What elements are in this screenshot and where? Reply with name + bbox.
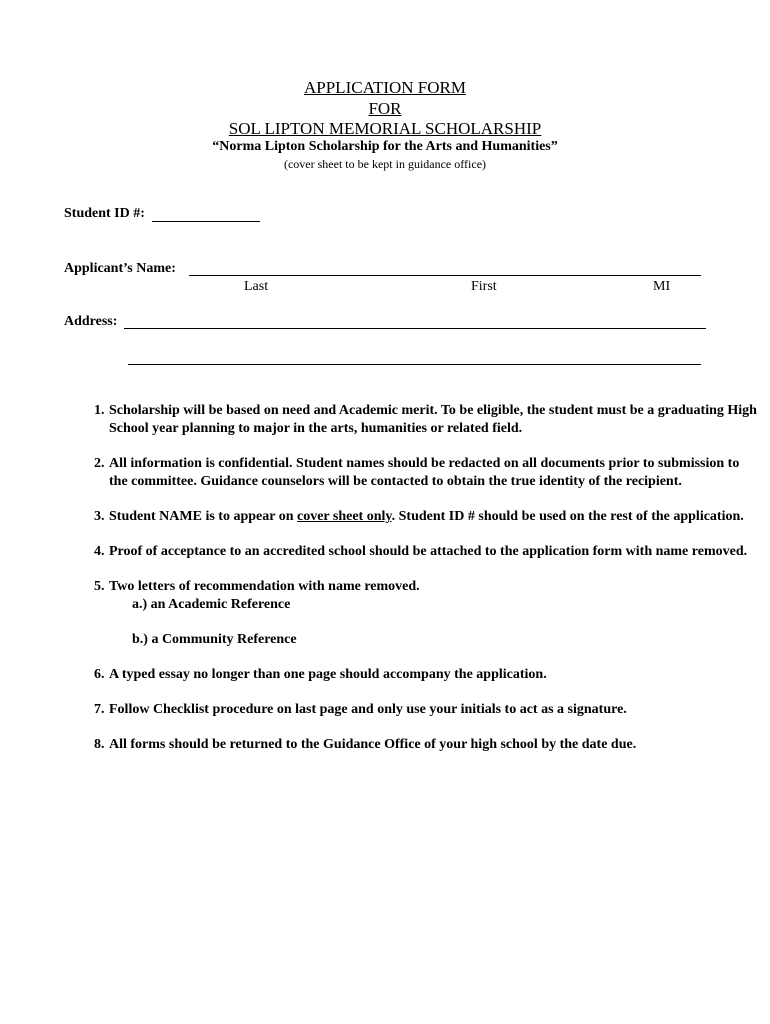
cover-sheet-only-emphasis: cover sheet only bbox=[297, 509, 392, 524]
list-item: 4. Proof of acceptance to an accredited school should be attached to the application form with name removed. bbox=[108, 543, 758, 561]
applicant-name-label: Applicant’s Name: bbox=[64, 261, 176, 276]
address-field-line1[interactable] bbox=[124, 314, 706, 329]
name-first-caption: First bbox=[471, 279, 497, 294]
cover-sheet-note: (cover sheet to be kept in guidance office) bbox=[283, 157, 487, 171]
scholarship-name: SOL LIPTON MEMORIAL SCHOLARSHIP bbox=[228, 119, 542, 138]
list-item: 6. A typed essay no longer than one page should accompany the application. bbox=[108, 666, 758, 684]
form-title-for: FOR bbox=[368, 99, 402, 118]
form-title: APPLICATION FORM bbox=[304, 78, 466, 97]
address-field-line2[interactable] bbox=[128, 350, 701, 365]
list-item: 7. Follow Checklist procedure on last page and only use your initials to act as a signature. bbox=[108, 701, 758, 719]
instructions-list bbox=[64, 402, 758, 771]
student-id-label: Student ID #: bbox=[64, 206, 145, 221]
list-item: 8. All forms should be returned to the Guidance Office of your high school by the date due. bbox=[108, 736, 758, 754]
sub-list-item: b.) a Community Reference bbox=[132, 632, 297, 647]
scholarship-subtitle: “Norma Lipton Scholarship for the Arts and Humanities” bbox=[212, 139, 558, 154]
address-label: Address: bbox=[64, 314, 118, 329]
recommendation-sublist bbox=[109, 596, 758, 649]
applicant-name-field[interactable] bbox=[189, 261, 701, 276]
list-item: 5. Two letters of recommendation with name removed. a.) an Academic Reference b.) a Community Reference bbox=[108, 578, 758, 649]
student-id-field[interactable] bbox=[152, 207, 260, 222]
list-item: 3. Student NAME is to appear on cover sheet only. Student ID # should be used on the rest of the application. bbox=[108, 508, 758, 526]
name-last-caption: Last bbox=[244, 279, 269, 294]
list-item: 2. All information is confidential. Student names should be redacted on all documents prior to submission to the committee. Guidance counselors will be contacted to obtain the true identity of the recipient. bbox=[108, 455, 758, 491]
list-item: 1. Scholarship will be based on need and Academic merit. To be eligible, the student must be a graduating High School year planning to major in the arts, humanities or related field. bbox=[108, 402, 758, 438]
name-mi-caption: MI bbox=[653, 279, 671, 294]
sub-list-item: a.) an Academic Reference bbox=[132, 597, 291, 612]
